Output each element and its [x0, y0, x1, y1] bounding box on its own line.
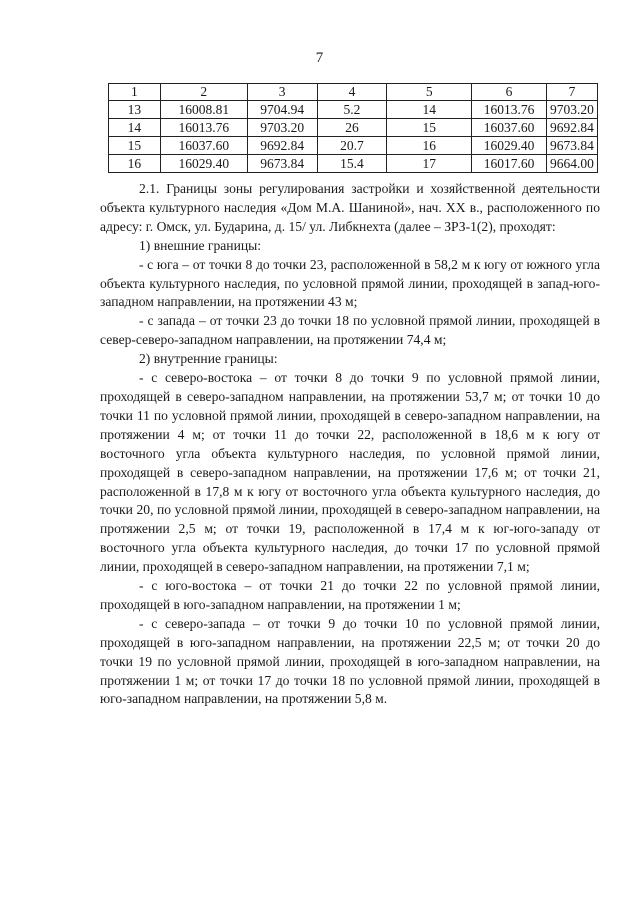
table-cell: 9664.00 [546, 155, 597, 173]
table-header-cell: 3 [247, 84, 317, 101]
boundary-west: - с запада – от точки 23 до точки 18 по условной прямой линии, проходящей в север-северо-западном направлении, на протяжении 74,4 м; [100, 313, 600, 348]
table-header-row [109, 84, 598, 101]
table-cell: 16013.76 [472, 101, 547, 119]
list-heading-external: 1) внешние границы: [139, 237, 262, 253]
table-cell: 9692.84 [546, 119, 597, 137]
table-cell: 15 [387, 119, 472, 137]
table-cell: 16037.60 [160, 137, 247, 155]
table-row [109, 155, 598, 173]
table-row [109, 119, 598, 137]
table-cell: 14 [109, 119, 161, 137]
table-row [109, 137, 598, 155]
table-cell: 13 [109, 101, 161, 119]
table-cell: 15 [109, 137, 161, 155]
table-row [109, 101, 598, 119]
table-header-cell: 6 [472, 84, 547, 101]
boundary-northwest: - с северо-запада – от точки 9 до точки 10 по условной прямой линии, проходящей в юго-западном направлении, на протяжении 22,5 м; от точки 20 до точки 19 по условной прямой линии, проходящей в юго-западном направлении, на протяжении 1 м; от точки 17 до точки 18 по условной прямой линии, проходящей в юго-западном направлении, на протяжении 5,8 м. [100, 615, 600, 707]
table-cell: 9692.84 [247, 137, 317, 155]
boundary-southeast: - с юго-востока – от точки 21 до точки 22 по условной прямой линии, проходящей в юго-западном направлении, на протяжении 1 м; [100, 578, 600, 612]
table-cell: 16 [387, 137, 472, 155]
table-cell: 16029.40 [160, 155, 247, 173]
table-header-cell: 1 [109, 84, 161, 101]
boundary-south: - с юга – от точки 8 до точки 23, расположенной в 58,2 м к югу от южного угла объекта культурного наследия, по условной прямой линии, проходящей в запад-юго-западном направлении, на протяжении 43 м; [100, 256, 600, 310]
table-cell: 17 [387, 155, 472, 173]
table-header-cell: 7 [546, 84, 597, 101]
table-cell: 16008.81 [160, 101, 247, 119]
table-cell: 16013.76 [160, 119, 247, 137]
table-cell: 16 [109, 155, 161, 173]
table-cell: 9703.20 [247, 119, 317, 137]
table-cell: 9703.20 [546, 101, 597, 119]
document-body [100, 180, 600, 709]
table-header-cell: 5 [387, 84, 472, 101]
page-number: 7 [315, 50, 324, 66]
table-cell: 15.4 [317, 155, 387, 173]
table-cell: 16017.60 [472, 155, 547, 173]
table-cell: 14 [387, 101, 472, 119]
boundary-northeast: - с северо-востока – от точки 8 до точки 9 по условной прямой линии, проходящей в северо-западном направлении, на протяжении 53,7 м; от точки 10 до точки 11 по условной прямой линии, проходящей в северо-западном направлении, на протяжении 4 м; от точки 11 до точки 22, расположенной в 18,6 м к югу от восточного угла объекта культурного наследия, по условной прямой линии, проходящей в северо-западном направлении, на протяжении 17,6 м; от точки 21, расположенной в 17,8 м к югу от восточного угла объекта культурного наследия, до точки 20, по условной прямой линии, проходящей в северо-западном направлении, на протяжении 2,5 м; от точки 19, расположенной в 17,4 м к юг-юго-западу от восточного угла объекта культурного наследия, до точки 17 по условной прямой линии, проходящей в северо-западном направлении, на протяжении 7,1 м; [100, 370, 600, 575]
table-cell: 5.2 [317, 101, 387, 119]
table-cell: 9673.84 [546, 137, 597, 155]
table-header-cell: 4 [317, 84, 387, 101]
table-cell: 26 [317, 119, 387, 137]
table-cell: 9704.94 [247, 101, 317, 119]
table-cell: 20.7 [317, 137, 387, 155]
table-cell: 16029.40 [472, 137, 547, 155]
coordinates-table [108, 83, 598, 173]
table-cell: 9673.84 [247, 155, 317, 173]
section-paragraph: 2.1. Границы зоны регулирования застройки и хозяйственной деятельности объекта культурного наследия «Дом М.А. Шаниной», нач. XX в., расположенного по адресу: г. Омск, ул. Бударина, д. 15/ ул. Либкнехта (далее – ЗРЗ-1(2), проходят: [100, 181, 600, 234]
list-heading-internal: 2) внутренние границы: [139, 351, 278, 367]
table-cell: 16037.60 [472, 119, 547, 137]
table-header-cell: 2 [160, 84, 247, 101]
